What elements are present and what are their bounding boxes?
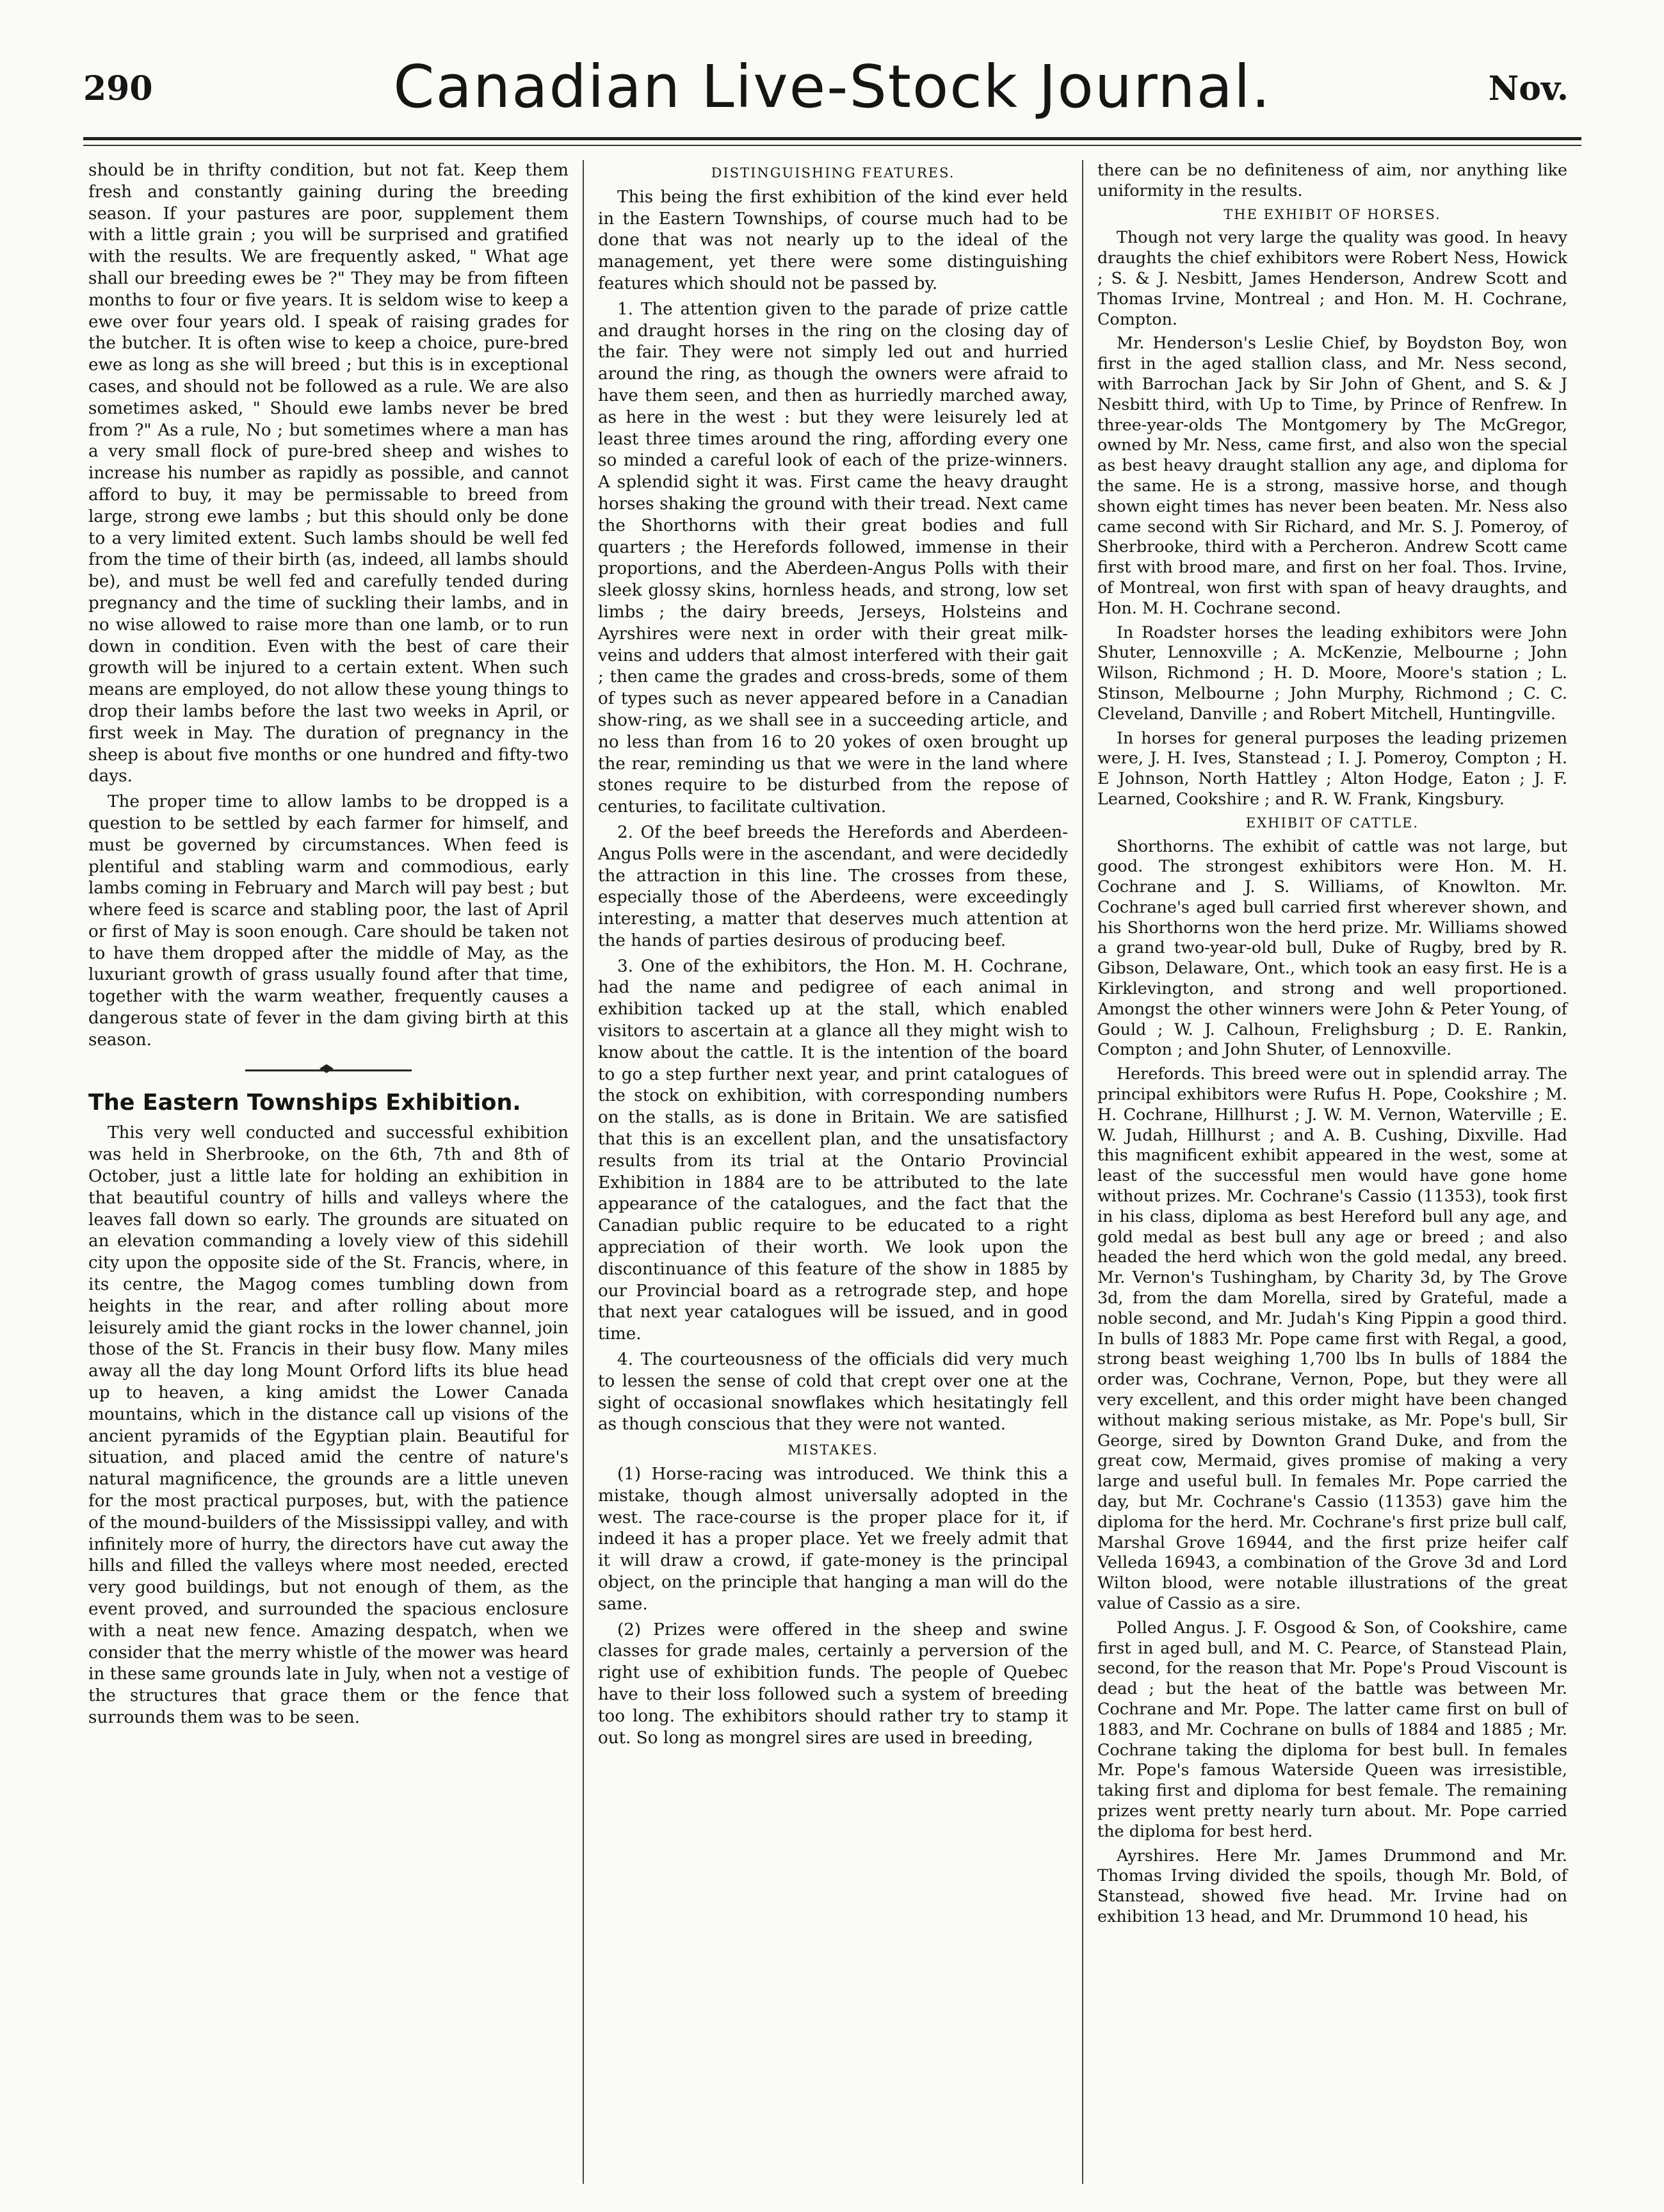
paragraph: Mr. Henderson's Leslie Chief, by Boydston Boy, won first in the aged stallion class, and Mr. Ness second, with Barrochan Jack by Sir John of Ghent, and S. & J Nesbitt third, with Up to Time, by Prince of Renfrew. In three-year-olds The Montgomery by The McGregor, owned by Mr. Ness, came first, and also won the special as best heavy draught stallion any age, and diploma for the same. He is a strong, massive horse, and though shown eight times has never been beaten. Mr. Ness also came second with Sir Richard, and Mr. S. J. Pomeroy, of Sherbrooke, third with a Percheron. Andrew Scott came first with brood mare, and first on her foal. Thos. Irvine, of Montreal, won first with span of heavy draughts, and Hon. M. H. Cochrane second. — [1097, 333, 1567, 617]
paragraph: The proper time to allow lambs to be dropped is a question to be settled by each farmer for himself, and must be governed by circumstances. When feed is plentiful and stabling warm and commodious, early lambs coming in February and March will pay best ; but where feed is scarce and stabling poor, the last of April or first of May is soon enough. Care should be taken not to have them dropped after the middle of May, as the luxuriant growth of grass usually found after that time, together with the warm weather, frequently causes a dangerous state of fever in the dam giving birth at this season. — [88, 792, 569, 1050]
paragraph: Shorthorns. The exhibit of cattle was not large, but good. The strongest exhibitors were Hon. M. H. Cochrane and J. S. Williams, of Knowlton. Mr. Cochrane's aged bull carried first wherever shown, and his Shorthorns won the herd prize. Mr. Williams showed a grand two-year-old bull, Duke of Rugby, bred by R. Gibson, Delaware, Ont., which took an easy first. He is a Kirklevington, and strong and well proportioned. Amongst the other winners were John & Peter Young, of Gould ; W. J. Calhoun, Frelighsburg ; D. E. Rankin, Compton ; and John Shuter, of Lennoxville. — [1097, 836, 1567, 1059]
paragraph: 2. Of the beef breeds the Herefords and Aberdeen-Angus Polls were in the ascendant, and were decidedly the attraction in this line. The crosses from these, especially those of the Aberdeens, were exceedingly interesting, a matter that deserves much attention at the hands of parties desirous of producing beef. — [598, 822, 1068, 950]
diamond-ornament-icon — [319, 1064, 334, 1073]
paragraph: 3. One of the exhibitors, the Hon. M. H. Cochrane, had the name and pedigree of each animal in exhibition tacked up at the stall, which enabled visitors to ascertain at a glance all they might wish to know about the cattle. It is the intention of the board to go a step further next year, and print catalogues of the stock on exhibition, with corresponding numbers on the stalls, as is done in Britain. We are satisfied that this is an excellent plan, and the unsatisfactory results from its trial at the Ontario Provincial Exhibition in 1884 are to be attributed to the late appearance of the catalogues, and the fact that the Canadian public require to be educated to a right appreciation of their worth. We look upon the discontinuance of this feature of the show in 1885 by our Provincial board as a retrograde step, and hope that next year catalogues will be issued, and in good time. — [598, 956, 1068, 1344]
article-title: The Eastern Townships Exhibition. — [88, 1089, 521, 1116]
newspaper-page — [83, 51, 1581, 2184]
paragraph: 4. The courteousness of the officials did very much to lessen the sense of cold that crept over one at the sight of occasional snowflakes which hesitatingly fell as though conscious that they were not wanted. — [598, 1350, 1068, 1435]
subheading: DISTINGUISHING FEATURES. — [711, 165, 955, 181]
column-3 — [1082, 160, 1581, 2184]
page-header — [83, 51, 1581, 154]
column-2 — [583, 160, 1082, 2184]
subheading: EXHIBIT OF CATTLE. — [1245, 815, 1419, 831]
section-divider — [245, 1067, 412, 1073]
header-rule — [83, 137, 1581, 140]
paragraph: In Roadster horses the leading exhibitors were John Shuter, Lennoxville ; A. McKenzie, Melbourne ; John Wilson, Richmond ; H. D. Moore, Moore's station ; L. Stinson, Melbourne ; John Murphy, Richmond ; C. C. Cleveland, Danville ; and Robert Mitchell, Huntingville. — [1097, 622, 1567, 723]
paragraph: This being the first exhibition of the kind ever held in the Eastern Townships, of course much had to be done that was not nearly up to the ideal of the management, yet there were some distinguishing features which should not be passed by. — [598, 187, 1068, 293]
paragraph: Ayrshires. Here Mr. James Drummond and Mr. Thomas Irving divided the spoils, though Mr. Bold, of Stanstead, showed five head. Mr. Irvine had on exhibition 13 head, and Mr. Drummond 10 head, his — [1097, 1845, 1567, 1926]
paragraph: Polled Angus. J. F. Osgood & Son, of Cookshire, came first in aged bull, and M. C. Pearce, of Stanstead Plain, second, for the reason that Mr. Pope's Proud Viscount is dead ; but the heat of the battle was between Mr. Cochrane and Mr. Pope. The latter came first on bull of 1883, and Mr. Cochrane on bulls of 1884 and 1885 ; Mr. Cochrane taking the diploma for best bull. In females Mr. Pope's famous Waterside Queen was irresistible, taking first and diploma for best female. The remaining prizes went pretty nearly turn about. Mr. Pope carried the diploma for best herd. — [1097, 1617, 1567, 1841]
paragraph: This very well conducted and successful exhibition was held in Sherbrooke, on the 6th, 7th and 8th of October, just a little late for holding an exhibition in that beautiful country of hills and valleys where the leaves fall down so early. The grounds are situated on an elevation commanding a lovely view of this sidehill city upon the opposite side of the St. Francis, where, in its centre, the Magog comes tumbling down from heights in the rear, and after rolling about more leisurely amid the giant rocks in the lower channel, join those of the St. Francis in their busy flow. Many miles away all the day long Mount Orford lifts its blue head up to heaven, a king amidst the Lower Canada mountains, which in the distance call up visions of the ancient pyramids of the Egyptian plain. Beautiful for situation, and placed amid the centre of nature's natural magnificence, the grounds are a little uneven for the most practical purposes, but, with the patience of the mound-builders of the Mississippi valley, and with infinitely more of hurry, the directors have cut away the hills and filled the valleys where most needed, erected very good buildings, but not enough of them, as the event proved, and surrounded the spacious enclosure with a neat new fence. Amazing despatch, when we consider that the merry whistle of the mower was heard in these same grounds late in July, when not a vestige of the structures that grace them or the fence that surrounds them was to be seen. — [88, 1123, 569, 1727]
paragraph: In horses for general purposes the leading prizemen were, J. H. Ives, Stanstead ; I. J. Pomeroy, Compton ; H. E Johnson, North Hattley ; Alton Hodge, Eaton ; J. F. Learned, Cookshire ; and R. W. Frank, Kingsbury. — [1097, 728, 1567, 808]
paragraph: should be in thrifty condition, but not fat. Keep them fresh and constantly gaining during the breeding season. If your pastures are poor, supplement them with a little grain ; you will be surprised and gratified with the results. We are frequently asked, " What age shall our breeding ewes be ?" They may be from fifteen months to four or five years. It is seldom wise to keep a ewe over four years old. I speak of raising grades for the butcher. It is often wise to keep a choice, pure-bred ewe as long as she will breed ; but this is in exceptional cases, and should not be followed as a rule. We are also sometimes asked, " Should ewe lambs never be bred from ?" As a rule, No ; but sometimes where a man has a very small flock of pure-bred sheep and wishes to increase his number as rapidly as possible, and cannot afford to buy, it may be permissable to breed from large, strong ewe lambs ; but this should only be done to a very limited extent. Such lambs should be well fed from the time of their birth (as, indeed, all lambs should be), and must be well fed and carefully tended during pregnancy and the time of suckling their lambs, and in no wise allowed to raise more than one lamb, or to run down in condition. Even with the best of care their growth will be injured to a certain extent. When such means are employed, do not allow these young things to drop their lambs before the last two weeks in April, or first week in May. The duration of pregnancy in the sheep is about five months or one hundred and fifty-two days. — [88, 161, 569, 786]
issue-month: Nov. — [1488, 69, 1569, 108]
paragraph: 1. The attention given to the parade of prize cattle and draught horses in the ring on the closing day of the fair. They were not simply led out and hurried around the ring, as though the owners were afraid to have them seen, and then as hurriedly marched away, as here in the west : but they were leisurely led at least three times around the ring, affording every one so minded a careful look of each of the prize-winners. A splendid sight it was. First came the heavy draught horses shaking the ground with their tread. Next came the Shorthorns with their great bodies and full quarters ; the Herefords followed, immense in their proportions, and the Aberdeen-Angus Polls with their sleek glossy skins, hornless heads, and strong, low set limbs ; the dairy breeds, Jerseys, Holsteins and Ayrshires were next in order with their great milk-veins and udders that almost interfered with their gait ; then came the grades and cross-breds, some of them of types such as never appeared before in a Canadian show-ring, as we shall see in a succeeding article, and no less than from 16 to 20 yokes of oxen brought up the rear, reminding us that we were in the land where stones require to be disturbed from the repose of centuries, to facilitate cultivation. — [598, 299, 1068, 817]
paragraph: Though not very large the quality was good. In heavy draughts the chief exhibitors were Robert Ness, Howick ; S. & J. Nesbitt, James Henderson, Andrew Scott and Thomas Irvine, Montreal ; and Hon. M. H. Cochrane, Compton. — [1097, 227, 1567, 329]
paragraph: Herefords. This breed were out in splendid array. The principal exhibitors were Rufus H. Pope, Cookshire ; M. H. Cochrane, Hillhurst ; J. W. M. Vernon, Waterville ; E. W. Judah, Hillhurst ; and A. B. Cushing, Dixville. Had this magnificent exhibit appeared in the west, some at least of the successful men would have gone home without prizes. Mr. Cochrane's Cassio (11353), took first in his class, diploma as best Hereford bull any age, and gold medal as best bull any age or breed ; and also headed the herd which won the gold medal, any breed. Mr. Vernon's Tushingham, by Charity 3d, by The Grove 3d, from the dam Morella, sired by Grateful, made a noble second, and Mr. Judah's King Pippin a good third. In bulls of 1883 Mr. Pope came first with Regal, a good, strong beast weighing 1,700 lbs In bulls of 1884 the order was, Cochrane, Vernon, Pope, but they were all very excellent, and this order might have been changed without making serious mistake, as Mr. Pope's bull, Sir George, sired by Downton Grand Duke, and from the great cow, Mermaid, gives promise of making a very large and useful bull. In females Mr. Pope carried the day, but Mr. Cochrane's Cassio (11353) gave him the diploma for the herd. Mr. Cochrane's first prize bull calf, Marshal Grove 16944, and the first prize heifer calf Velleda 16943, a combination of the Grove 3d and Lord Wilton blood, were notable illustrations of the great value of Cassio as a sire. — [1097, 1064, 1567, 1613]
paragraph: (2) Prizes were offered in the sheep and swine classes for grade males, certainly a perversion of the right use of exhibition funds. The people of Quebec have to their loss followed such a system of breeding too long. The exhibitors should rather try to stamp it out. So long as mongrel sires are used in breeding, — [598, 1620, 1068, 1748]
journal-title: Canadian Live-Stock Journal. — [393, 53, 1272, 121]
subheading: MISTAKES. — [788, 1442, 878, 1458]
column-1 — [83, 160, 583, 2184]
page-number: 290 — [83, 69, 153, 108]
subheading: THE EXHIBIT OF HORSES. — [1224, 206, 1441, 222]
text-columns — [83, 160, 1581, 2184]
header-rule-thin — [83, 145, 1581, 146]
paragraph: (1) Horse-racing was introduced. We think this a mistake, though almost universally adopted in the west. The race-course is the proper place for it, if indeed it has a proper place. Yet we freely admit that it will draw a crowd, if gate-money is the principal object, on the principle that hanging a man will do the same. — [598, 1465, 1068, 1614]
paragraph: there can be no definiteness of aim, nor anything like uniformity in the results. — [1097, 160, 1567, 200]
